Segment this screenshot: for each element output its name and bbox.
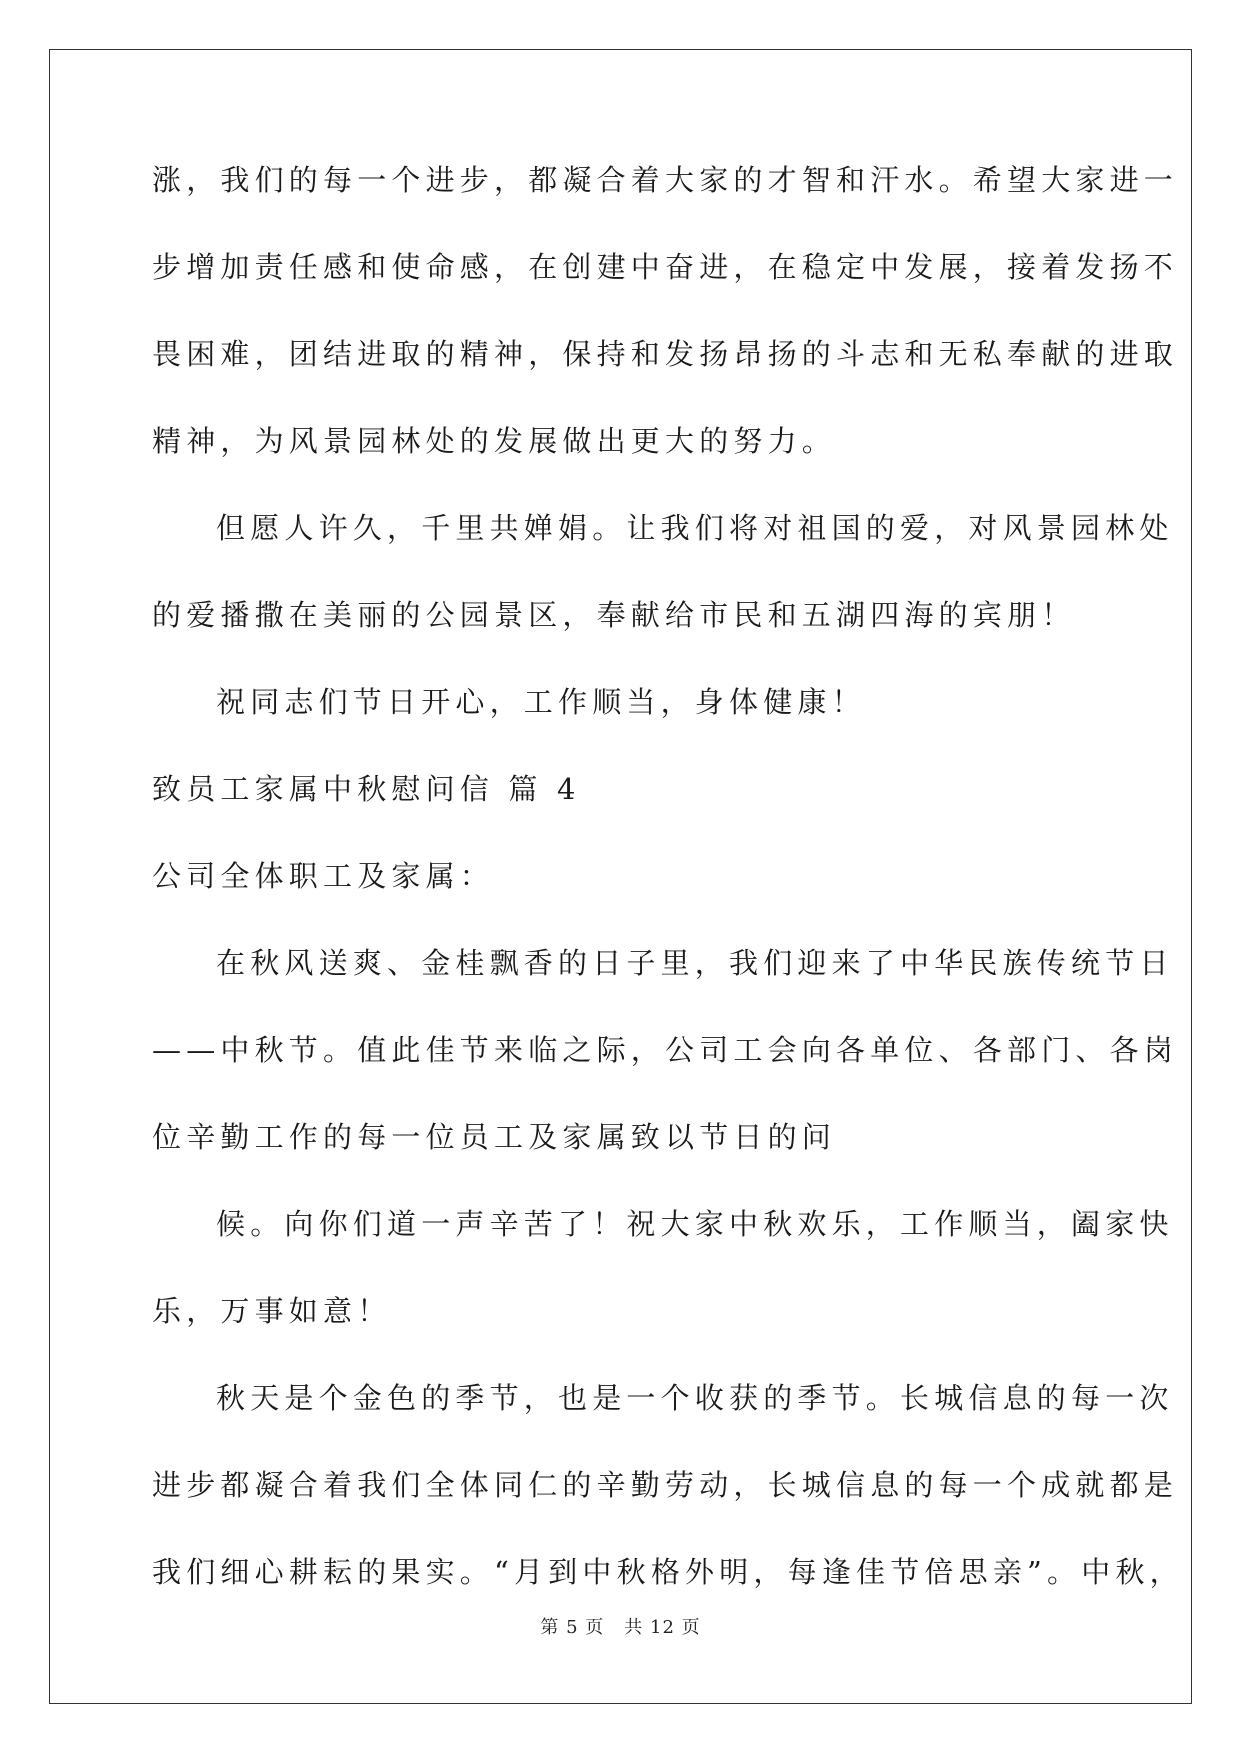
paragraph-line: 乐，万事如意！ (152, 1294, 392, 1328)
page-footer (0, 1613, 1241, 1639)
paragraph-line: 畏困难，团结进取的精神，保持和发扬昂扬的斗志和无私奉献的进取 (152, 337, 1179, 371)
section-heading: 致员工家属中秋慰问信 篇 4 (152, 772, 581, 806)
salutation: 公司全体职工及家属： (152, 859, 495, 893)
paragraph-line: 位辛勤工作的每一位员工及家属致以节日的问 (152, 1120, 837, 1154)
paragraph-line: 祝同志们节日开心，工作顺当，身体健康！ (216, 685, 866, 719)
paragraph-line: 涨，我们的每一个进步，都凝合着大家的才智和汗水。希望大家进一 (152, 163, 1179, 197)
paragraph-line: 的爱播撒在美丽的公园景区，奉献给市民和五湖四海的宾朋！ (152, 598, 1076, 632)
paragraph-line: 在秋风送爽、金桂飘香的日子里，我们迎来了中华民族传统节日 (216, 946, 1174, 980)
paragraph-line: 步增加责任感和使命感，在创建中奋进，在稳定中发展，接着发扬不 (152, 250, 1179, 284)
page-total: 共 12 页 (624, 1617, 701, 1638)
paragraph-line: 但愿人许久，千里共婵娟。让我们将对祖国的爱，对风景园林处 (216, 511, 1174, 545)
paragraph-line: 秋天是个金色的季节，也是一个收获的季节。长城信息的每一次 (216, 1381, 1174, 1415)
page-number: 第 5 页 (540, 1617, 605, 1638)
paragraph-line: 精神，为风景园林处的发展做出更大的努力。 (152, 424, 837, 458)
paragraph-line: 我们细心耕耘的果实。“月到中秋格外明，每逢佳节倍思亲”。中秋， (152, 1555, 1184, 1589)
paragraph-line: 进步都凝合着我们全体同仁的辛勤劳动，长城信息的每一个成就都是 (152, 1468, 1179, 1502)
paragraph-line: 候。向你们道一声辛苦了！祝大家中秋欢乐，工作顺当，阖家快 (216, 1207, 1174, 1241)
paragraph-line: ——中秋节。值此佳节来临之际，公司工会向各单位、各部门、各岗 (152, 1033, 1179, 1067)
